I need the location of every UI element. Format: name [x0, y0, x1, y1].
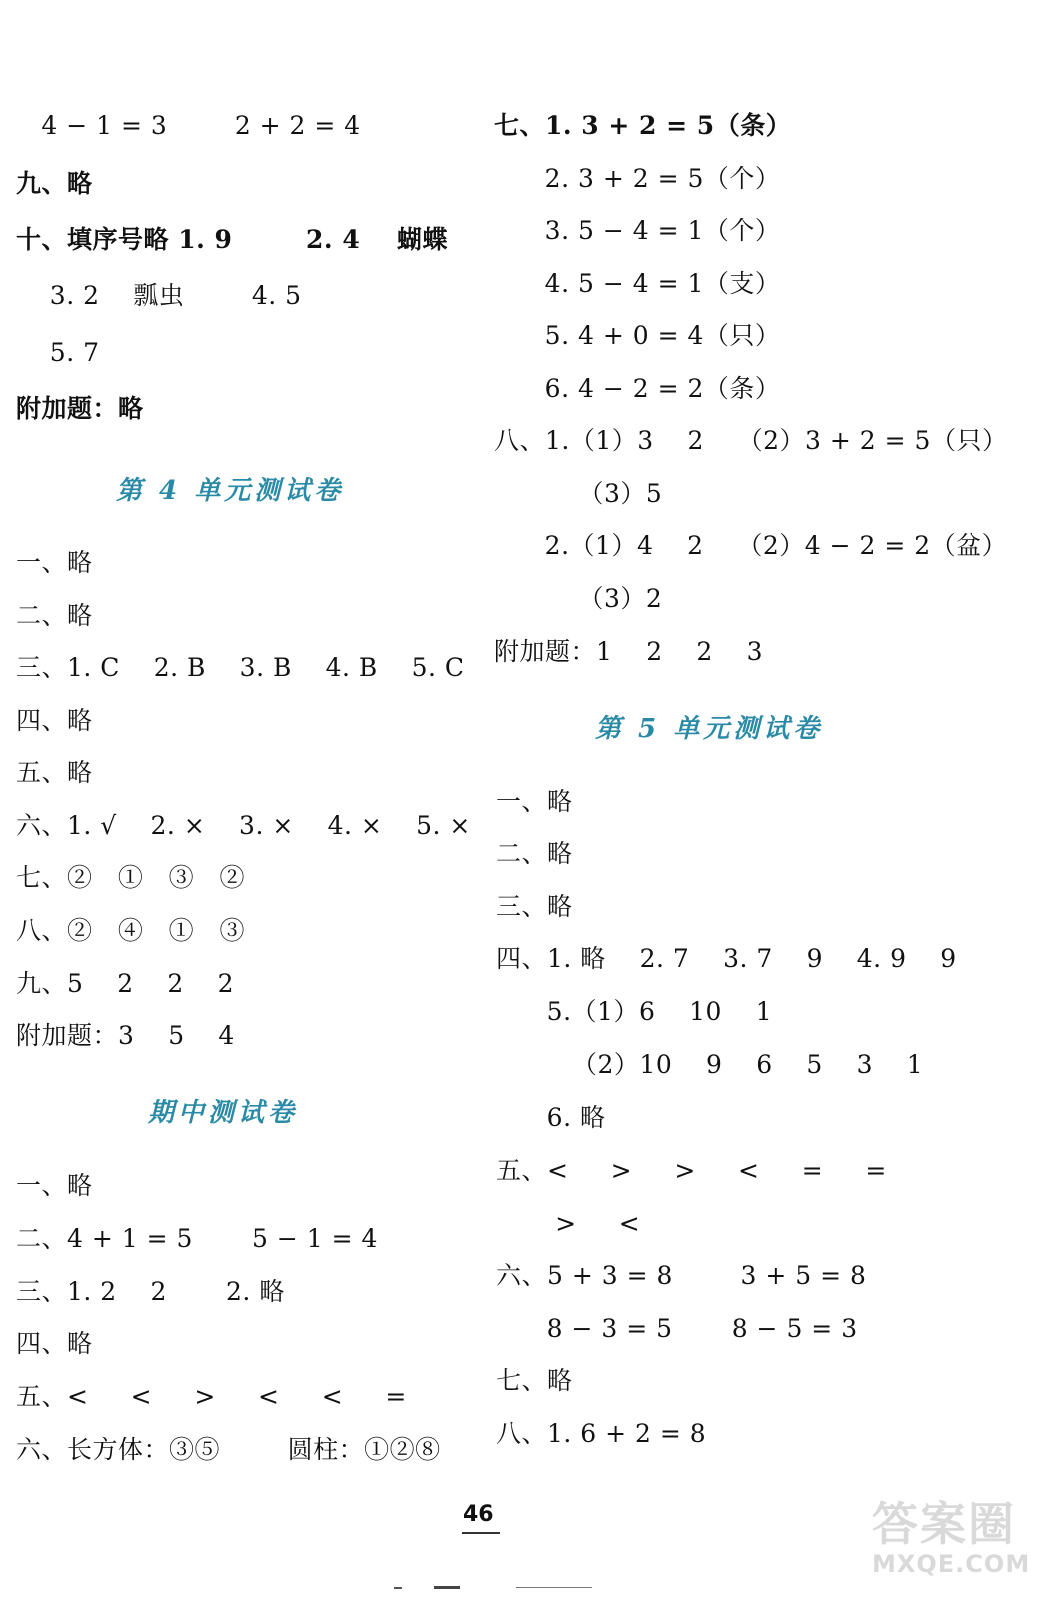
answer-line: 5. 4 + 0 = 4（只） [494, 321, 781, 350]
scan-artifact-marks [380, 1585, 610, 1591]
answer-line: 5. 7 [16, 338, 100, 367]
answer-line: 三、略 [496, 892, 573, 921]
answer-line: 6. 4 − 2 = 2（条） [494, 374, 781, 403]
answer-line: 七、② ① ③ ② [16, 863, 246, 892]
answer-line: （2）10 9 6 5 3 1 [496, 1050, 924, 1079]
answer-line: 四、略 [16, 1329, 93, 1358]
answer-line: 6. 略 [496, 1103, 606, 1132]
answer-line: 2.（1）4 2 （2）4 − 2 = 2（盆） [494, 531, 1008, 560]
answer-line: 六、1. √ 2. × 3. × 4. × 5. × [16, 811, 471, 840]
answer-line: 一、略 [496, 787, 573, 816]
unit-5-heading: 第 5 单元测试卷 [595, 714, 824, 744]
answer-line: 七、略 [496, 1366, 573, 1395]
answer-line: 3. 2 瓢虫 4. 5 [16, 281, 302, 310]
answer-line: 8 − 3 = 5 8 − 5 = 3 [496, 1314, 858, 1343]
answer-line: 五、< > > < = = [496, 1156, 887, 1185]
answer-line: 附加题：3 5 4 [16, 1021, 235, 1050]
answer-line: 五、略 [16, 758, 93, 787]
answer-line: 六、长方体：③⑤ 圆柱：①②⑧ [16, 1435, 441, 1464]
answer-line: 九、5 2 2 2 [16, 969, 234, 998]
answer-line: 三、1. C 2. B 3. B 4. B 5. C [16, 653, 465, 682]
answer-line: 4. 5 − 4 = 1（支） [494, 269, 781, 298]
answer-line: 八、1. 6 + 2 = 8 [496, 1419, 707, 1448]
answer-line: 四、1. 略 2. 7 3. 7 9 4. 9 9 [496, 944, 957, 973]
answer-line: 5.（1）6 10 1 [496, 997, 773, 1026]
answer-line: 五、< < > < < = [16, 1382, 407, 1411]
answer-line: 八、1.（1）3 2 （2）3 + 2 = 5（只） [494, 426, 1008, 455]
answer-line: 附加题：略 [16, 394, 144, 423]
answer-line: 八、② ④ ① ③ [16, 916, 246, 945]
answer-line: 十、填序号略 1. 9 2. 4 蝴蝶 [16, 225, 449, 254]
answer-line: 2. 3 + 2 = 5（个） [494, 164, 781, 193]
answer-line: 二、略 [496, 839, 573, 868]
site-watermark [872, 1488, 1052, 1588]
answer-line: 七、1. 3 + 2 = 5（条） [494, 111, 792, 140]
midterm-heading: 期中测试卷 [148, 1098, 299, 1128]
answer-line: 3. 5 − 4 = 1（个） [494, 216, 781, 245]
answer-line: 六、5 + 3 = 8 3 + 5 = 8 [496, 1261, 867, 1290]
answer-line: > < [496, 1209, 641, 1238]
answer-line: 附加题：1 2 2 3 [494, 637, 763, 666]
answer-line: 二、略 [16, 601, 93, 630]
page-number: 46 [463, 1502, 494, 1527]
answer-line: 二、4 + 1 = 5 5 − 1 = 4 [16, 1224, 378, 1253]
answer-line: 三、1. 2 2 2. 略 [16, 1277, 285, 1306]
answer-line: 4 − 1 = 3 2 + 2 = 4 [16, 111, 361, 140]
answer-line: 四、略 [16, 706, 93, 735]
watermark-url: MXQE.COM [872, 1550, 1031, 1578]
answer-line: 一、略 [16, 1171, 93, 1200]
watermark-logo-text: 答案圈 [872, 1497, 1016, 1551]
answer-line: （3）2 [494, 584, 663, 613]
unit-4-heading: 第 4 单元测试卷 [116, 476, 345, 506]
answer-line: （3）5 [494, 479, 663, 508]
answer-line: 一、略 [16, 548, 93, 577]
page-number-underline [462, 1532, 500, 1534]
answer-line: 九、略 [16, 169, 93, 198]
